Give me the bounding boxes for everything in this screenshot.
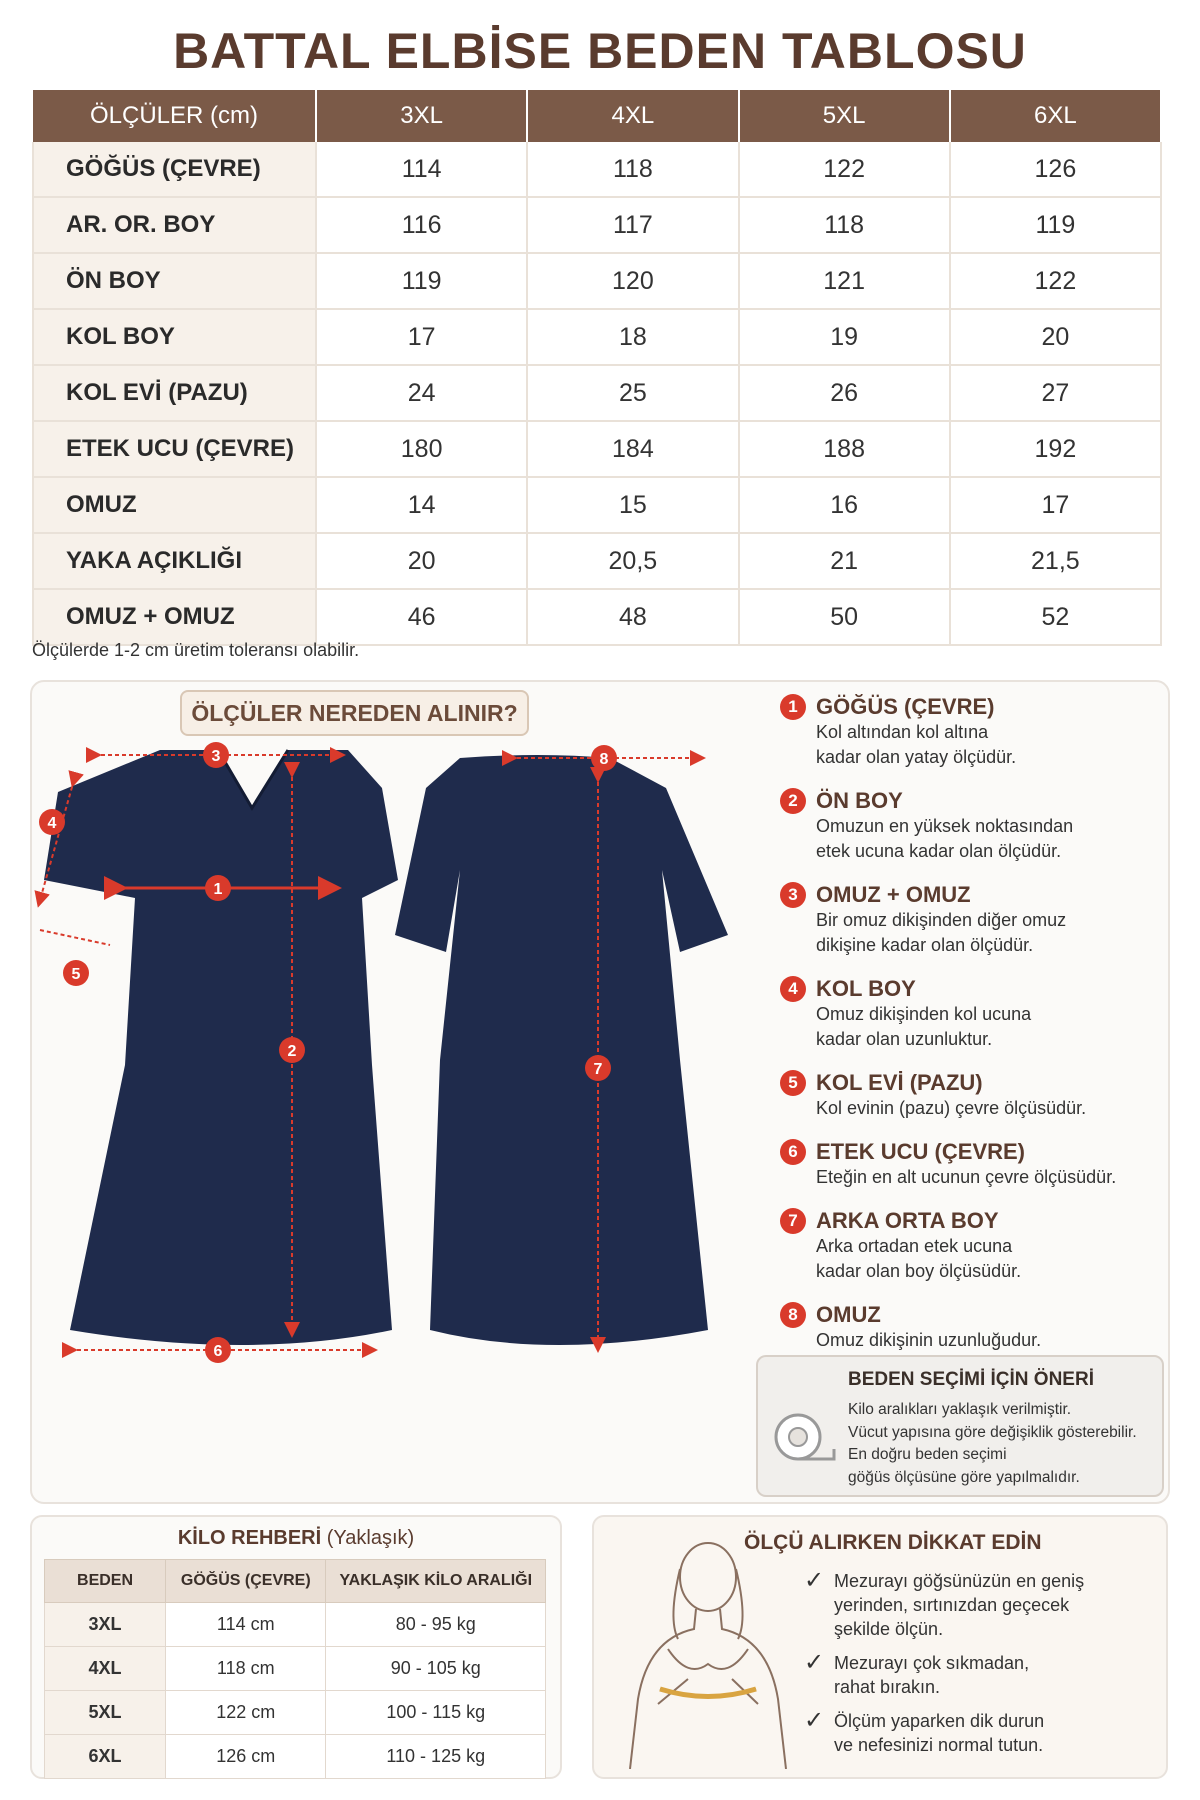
table-row xyxy=(33,197,1161,253)
table-cell: 118 xyxy=(527,142,738,197)
table-cell: 24 xyxy=(316,365,527,421)
table-cell: 14 xyxy=(316,477,527,533)
marker-6 xyxy=(205,1337,231,1363)
table-cell: 4XL xyxy=(45,1647,166,1691)
legend-description: dikişine kadar olan ölçüdür. xyxy=(816,935,1034,955)
table-row xyxy=(45,1647,546,1691)
care-item xyxy=(804,1651,1154,1699)
legend-title: ÖN BOY xyxy=(816,788,903,813)
care-text: Mezurayı göğsünüzün en geniş xyxy=(834,1571,1085,1591)
table-row xyxy=(45,1603,546,1647)
table-cell: 90 - 105 kg xyxy=(326,1647,546,1691)
marker-8 xyxy=(591,745,617,771)
row-label: AR. OR. BOY xyxy=(33,197,316,253)
legend-number: 6 xyxy=(780,1139,806,1165)
table-cell: 122 xyxy=(950,253,1161,309)
woman-measuring-illustration xyxy=(608,1529,808,1769)
legend-description: Arka ortadan etek ucuna xyxy=(816,1236,1013,1256)
legend-number: 5 xyxy=(780,1070,806,1096)
table-cell: 15 xyxy=(527,477,738,533)
svg-text:6: 6 xyxy=(213,1343,223,1360)
size-advice-box xyxy=(756,1355,1164,1497)
care-text: Mezurayı çok sıkmadan, xyxy=(834,1653,1030,1673)
legend-description: kadar olan yatay ölçüdür. xyxy=(816,747,1017,767)
table-cell: 116 xyxy=(316,197,527,253)
care-title: ÖLÇÜ ALIRKEN DİKKAT EDİN xyxy=(744,1531,1042,1554)
table-cell: 122 xyxy=(739,142,950,197)
marker-1 xyxy=(205,875,231,901)
legend-title: ETEK UCU (ÇEVRE) xyxy=(816,1139,1026,1164)
page-title: BATTAL ELBİSE BEDEN TABLOSU xyxy=(173,23,1027,79)
table-row xyxy=(45,1735,546,1779)
table-cell: 114 xyxy=(316,142,527,197)
table-cell: 16 xyxy=(739,477,950,533)
check-icon: ✓ xyxy=(804,1707,825,1734)
legend-item xyxy=(780,882,1160,958)
measuring-tips xyxy=(592,1515,1168,1779)
svg-text:4: 4 xyxy=(47,815,57,832)
table-cell: 17 xyxy=(316,309,527,365)
table-cell: 27 xyxy=(950,365,1161,421)
table-cell: 117 xyxy=(527,197,738,253)
table-cell: 21,5 xyxy=(950,533,1161,589)
table-cell: 17 xyxy=(950,477,1161,533)
legend-description: Omuz dikişinin uzunluğudur. xyxy=(816,1330,1042,1350)
table-cell: 19 xyxy=(739,309,950,365)
marker-7 xyxy=(585,1055,611,1081)
legend-description: Kol altından kol altına xyxy=(816,722,989,742)
front-dress xyxy=(44,750,398,1345)
legend-number: 1 xyxy=(780,694,806,720)
svg-text:1: 1 xyxy=(213,881,223,898)
table-cell: 118 xyxy=(739,197,950,253)
marker-4 xyxy=(39,809,65,835)
table-cell: 20 xyxy=(316,533,527,589)
measurement-legend xyxy=(780,694,1160,1371)
size-table-header xyxy=(33,90,1161,142)
table-cell: 126 xyxy=(950,142,1161,197)
kilo-table xyxy=(44,1559,546,1779)
header-cell: ÖLÇÜLER (cm) xyxy=(33,90,316,142)
table-row xyxy=(33,421,1161,477)
header-cell: 5XL xyxy=(739,90,950,142)
row-label: GÖĞÜS (ÇEVRE) xyxy=(33,142,316,197)
care-text: rahat bırakın. xyxy=(834,1677,941,1697)
kilo-guide xyxy=(30,1515,562,1779)
advice-title: BEDEN SEÇİMİ İÇİN ÖNERİ xyxy=(848,1369,1094,1390)
legend-description: kadar olan uzunluktur. xyxy=(816,1029,993,1049)
table-cell: 114 cm xyxy=(166,1603,326,1647)
legend-title: GÖĞÜS (ÇEVRE) xyxy=(816,694,995,719)
table-cell: 80 - 95 kg xyxy=(326,1603,546,1647)
legend-number: 3 xyxy=(780,882,806,908)
table-cell: 110 - 125 kg xyxy=(326,1735,546,1779)
table-cell: 26 xyxy=(739,365,950,421)
table-cell: 121 xyxy=(739,253,950,309)
row-label: ETEK UCU (ÇEVRE) xyxy=(33,421,316,477)
table-cell: 3XL xyxy=(45,1603,166,1647)
legend-item xyxy=(780,1070,1160,1121)
table-row xyxy=(33,365,1161,421)
legend-number: 8 xyxy=(780,1302,806,1328)
table-row xyxy=(33,589,1161,645)
legend-description: Omuzun en yüksek noktasından xyxy=(816,816,1074,836)
table-cell: 48 xyxy=(527,589,738,645)
table-cell: 188 xyxy=(739,421,950,477)
legend-description: Bir omuz dikişinden diğer omuz xyxy=(816,910,1067,930)
svg-text:7: 7 xyxy=(593,1061,603,1078)
table-row xyxy=(33,142,1161,197)
marker-3 xyxy=(203,742,229,768)
table-cell: 20,5 xyxy=(527,533,738,589)
care-text: şekilde ölçün. xyxy=(834,1619,944,1639)
table-cell: 126 cm xyxy=(166,1735,326,1779)
table-cell: 119 xyxy=(950,197,1161,253)
tape-measure-icon xyxy=(768,1407,838,1467)
care-item xyxy=(804,1569,1154,1641)
svg-text:8: 8 xyxy=(599,751,609,768)
svg-text:5: 5 xyxy=(71,966,81,983)
row-label: OMUZ xyxy=(33,477,316,533)
row-label: OMUZ + OMUZ xyxy=(33,589,316,645)
header-cell: YAKLAŞIK KİLO ARALIĞI xyxy=(326,1560,546,1603)
table-cell: 46 xyxy=(316,589,527,645)
table-cell: 120 xyxy=(527,253,738,309)
svg-text:2: 2 xyxy=(287,1043,297,1060)
header-cell: 3XL xyxy=(316,90,527,142)
care-text: ve nefesinizi normal tutun. xyxy=(834,1735,1044,1755)
tolerance-note: Ölçülerde 1-2 cm üretim toleransı olabilir. xyxy=(32,640,360,660)
table-row xyxy=(33,253,1161,309)
legend-number: 2 xyxy=(780,788,806,814)
table-row xyxy=(33,533,1161,589)
table-cell: 52 xyxy=(950,589,1161,645)
legend-title: KOL BOY xyxy=(816,976,916,1001)
legend-title: ARKA ORTA BOY xyxy=(816,1208,999,1233)
dress-diagram xyxy=(30,730,770,1410)
svg-text:3: 3 xyxy=(211,748,221,765)
header-cell: GÖĞÜS (ÇEVRE) xyxy=(166,1560,326,1603)
table-cell: 100 - 115 kg xyxy=(326,1691,546,1735)
care-list xyxy=(804,1569,1154,1767)
table-row xyxy=(33,477,1161,533)
table-cell: 18 xyxy=(527,309,738,365)
legend-description: Omuz dikişinden kol ucuna xyxy=(816,1004,1032,1024)
care-text: Ölçüm yaparken dik durun xyxy=(834,1711,1045,1731)
table-cell: 6XL xyxy=(45,1735,166,1779)
header-cell: 4XL xyxy=(527,90,738,142)
legend-description: etek ucuna kadar olan ölçüdür. xyxy=(816,841,1062,861)
where-label: ÖLÇÜLER NEREDEN ALINIR? xyxy=(180,690,529,736)
header-cell: 6XL xyxy=(950,90,1161,142)
legend-description: kadar olan boy ölçüsüdür. xyxy=(816,1261,1022,1281)
table-cell: 20 xyxy=(950,309,1161,365)
size-table xyxy=(32,90,1162,646)
advice-text: Kilo aralıkları yaklaşık verilmiştir. Vücut yapısına göre değişiklik gösterebilir. En doğru beden seçimi göğüs ölçüsüne göre yapılmalıdır. xyxy=(848,1401,1137,1486)
legend-description: Kol evinin (pazu) çevre ölçüsüdür. xyxy=(816,1098,1087,1118)
legend-title: KOL EVİ (PAZU) xyxy=(816,1070,983,1095)
table-row xyxy=(45,1691,546,1735)
table-cell: 119 xyxy=(316,253,527,309)
check-icon: ✓ xyxy=(804,1649,825,1676)
table-cell: 25 xyxy=(527,365,738,421)
check-icon: ✓ xyxy=(804,1567,825,1594)
legend-description: Eteğin en alt ucunun çevre ölçüsüdür. xyxy=(816,1167,1117,1187)
kilo-title: KİLO REHBERİ (Yaklaşık) xyxy=(177,1527,415,1549)
legend-item xyxy=(780,1139,1160,1190)
table-cell: 192 xyxy=(950,421,1161,477)
legend-item xyxy=(780,1302,1160,1353)
row-label: ÖN BOY xyxy=(33,253,316,309)
legend-number: 7 xyxy=(780,1208,806,1234)
row-label: YAKA AÇIKLIĞI xyxy=(33,533,316,589)
table-cell: 118 cm xyxy=(166,1647,326,1691)
table-cell: 180 xyxy=(316,421,527,477)
care-text: yerinden, sırtınızdan geçecek xyxy=(834,1595,1070,1615)
legend-item xyxy=(780,788,1160,864)
table-row xyxy=(33,309,1161,365)
row-label: KOL BOY xyxy=(33,309,316,365)
legend-title: OMUZ + OMUZ xyxy=(816,882,971,907)
table-cell: 122 cm xyxy=(166,1691,326,1735)
care-item xyxy=(804,1709,1154,1757)
table-cell: 184 xyxy=(527,421,738,477)
legend-item xyxy=(780,694,1160,770)
table-cell: 5XL xyxy=(45,1691,166,1735)
legend-item xyxy=(780,1208,1160,1284)
marker-5 xyxy=(63,960,89,986)
legend-item xyxy=(780,976,1160,1052)
table-cell: 21 xyxy=(739,533,950,589)
table-cell: 50 xyxy=(739,589,950,645)
marker-2 xyxy=(279,1037,305,1063)
back-dress xyxy=(395,755,728,1345)
legend-number: 4 xyxy=(780,976,806,1002)
row-label: KOL EVİ (PAZU) xyxy=(33,365,316,421)
legend-title: OMUZ xyxy=(816,1302,881,1327)
header-cell: BEDEN xyxy=(45,1560,166,1603)
